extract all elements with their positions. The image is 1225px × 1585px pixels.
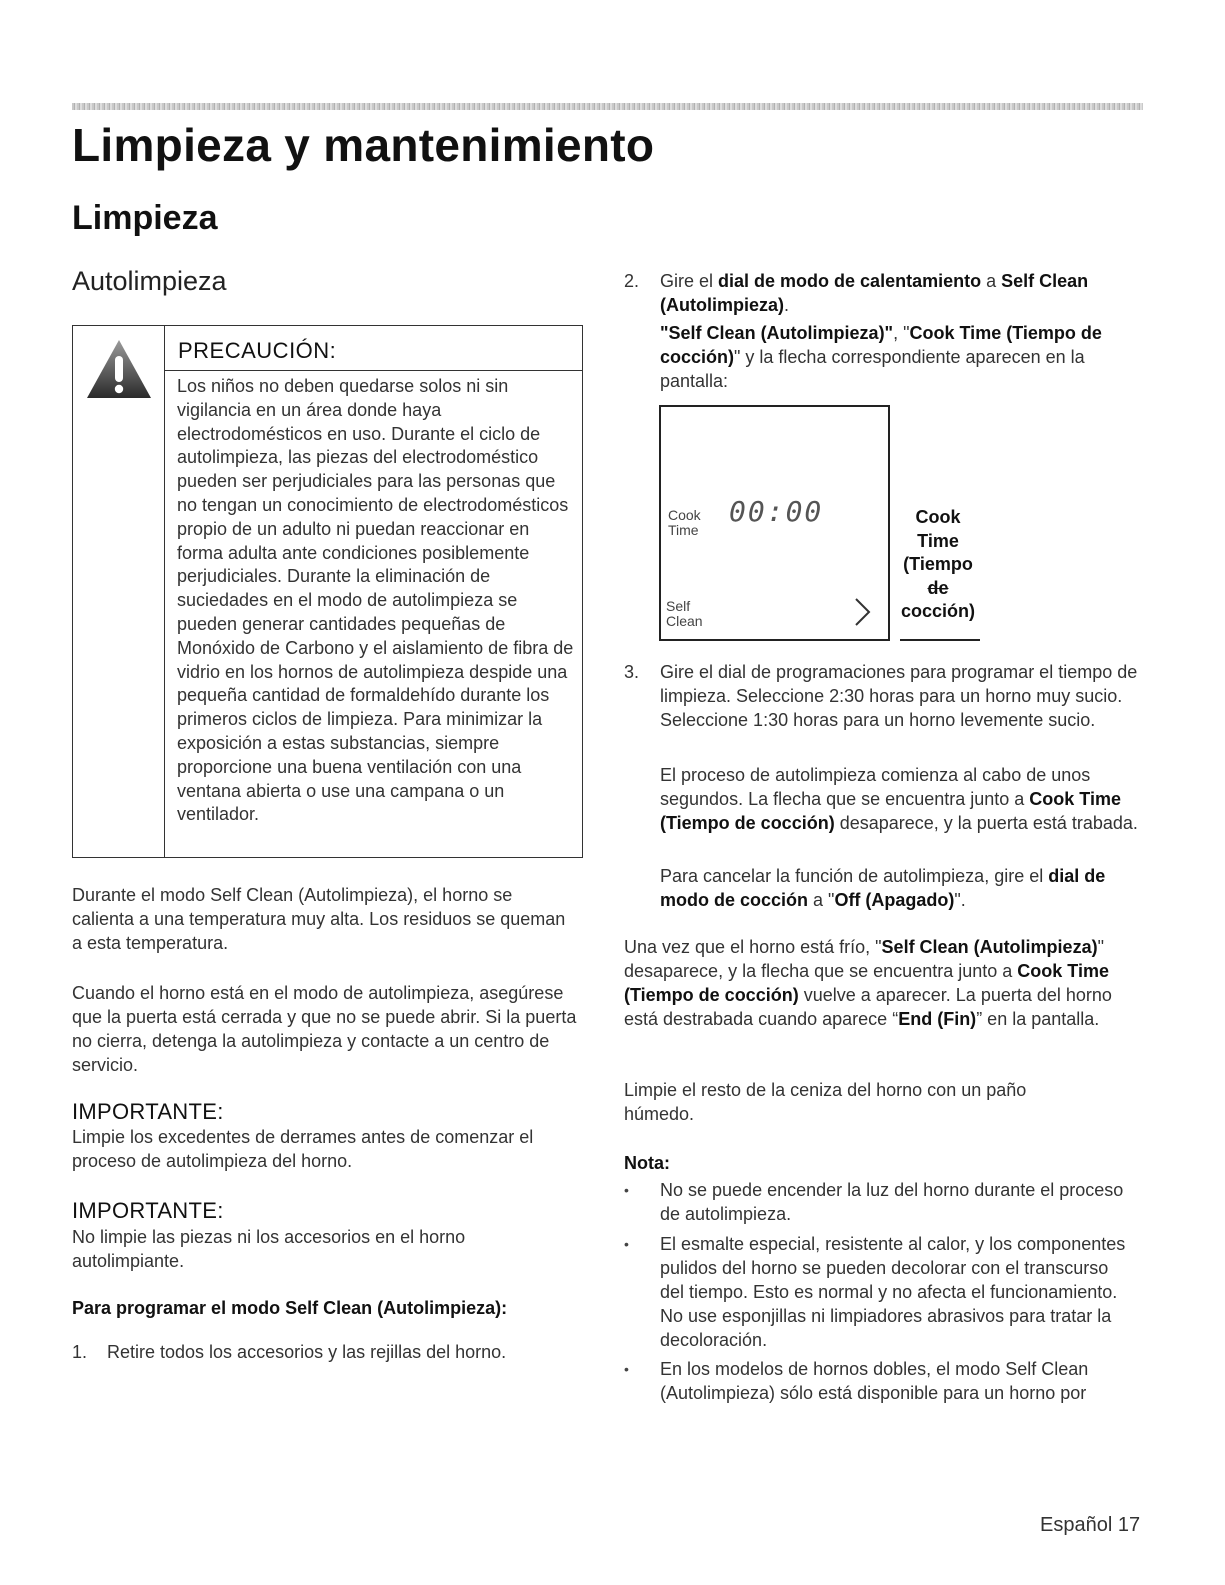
step-3-process-note: El proceso de autolimpieza comienza al cabo de unos segundos. La flecha que se encuentra junto a Cook Time (Tiempo de cocción) desaparece, y la puerta está trabada. bbox=[660, 765, 1138, 833]
step-3-number: 3. bbox=[624, 662, 640, 682]
note-title: Nota: bbox=[624, 1153, 670, 1173]
step-1-number: 1. bbox=[72, 1342, 88, 1362]
step-2-text: Gire el dial de modo de calentamiento a Self Clean (Autolimpieza). bbox=[660, 271, 1089, 315]
note-item-2: El esmalte especial, resistente al calor, y los componentes pulidos del horno se pueden decolorar con el transcurso del tiempo. Esto es normal y no afecta el funcionamiento. No use esponjillas ni limpiadores abrasivos para tratar la decoloración. bbox=[660, 1234, 1126, 1350]
subsection-title: Limpieza bbox=[72, 199, 218, 237]
warning-triangle-icon bbox=[85, 338, 153, 400]
display-digits: 00:00 bbox=[729, 495, 824, 528]
chevron-right-icon bbox=[853, 597, 873, 627]
step-3-text: Gire el dial de programaciones para programar el tiempo de limpieza. Seleccione 2:30 horas para un horno muy sucio. Seleccione 1:30 horas para un horno levemente sucio. bbox=[660, 662, 1138, 730]
important-text-1: Limpie los excedentes de derrames antes de comenzar el proceso de autolimpieza del horno. bbox=[72, 1127, 534, 1171]
step-2-display-note: "Self Clean (Autolimpieza)", "Cook Time (Tiempo de cocción)" y la flecha correspondiente aparecen en la pantalla: bbox=[660, 323, 1102, 391]
callout-underline bbox=[900, 639, 980, 641]
oven-display bbox=[659, 405, 890, 641]
display-self-clean-label: Self Clean bbox=[666, 598, 703, 629]
step-2-number: 2. bbox=[624, 271, 640, 291]
bullet-1: • bbox=[624, 1182, 629, 1198]
caution-text: Los niños no deben quedarse solos ni sin vigilancia en un área donde haya electrodomésticos en uso. Durante el ciclo de autolimpieza, las piezas del electrodoméstico pueden ser perjudiciales para las personas que no tengan un conocimiento de electrodomésticos propio de un adulto ni puedan reaccionar en forma adulta ante condiciones posiblemente perjudiciales. Durante la eliminación de suciedades en el modo de autolimpieza se pueden generar cantidades pequeñas de Monóxido de Carbono y el aislamiento de fibra de vidrio en los hornos de autolimpieza despide una pequeña cantidad de formaldehído durante los primeros ciclos de limpieza. Para minimizar la exposición a estas substancias, siempre proporcione una buena ventilación con una ventana abierta o use una campana o un ventilador. bbox=[177, 376, 574, 825]
caution-divider bbox=[165, 370, 582, 371]
paragraph-oven-cool: Una vez que el horno está frío, "Self Clean (Autolimpieza)" desaparece, y la flecha que se encuentra junto a Cook Time (Tiempo de cocción) vuelve a aparecer. La puerta del horno está destrabada cuando aparece “End (Fin)” en la pantalla. bbox=[624, 937, 1112, 1029]
paragraph-self-clean-heat: Durante el modo Self Clean (Autolimpieza), el horno se calienta a una temperatura muy alta. Los residuos se queman a esta temperatura. bbox=[72, 885, 566, 953]
caution-icon-column bbox=[73, 326, 165, 857]
header-rule bbox=[72, 103, 1143, 110]
section-title: Limpieza y mantenimiento bbox=[72, 119, 655, 171]
important-text-2: No limpie las piezas ni los accesorios en el horno autolimpiante. bbox=[72, 1227, 466, 1271]
cook-time-callout: Cook Time (Tiempo de cocción) bbox=[900, 507, 975, 621]
caution-title: PRECAUCIÓN: bbox=[178, 338, 337, 363]
note-item-1: No se puede encender la luz del horno durante el proceso de autolimpieza. bbox=[660, 1180, 1124, 1224]
bullet-3: • bbox=[624, 1361, 629, 1377]
page-footer: Español 17 bbox=[1040, 1514, 1141, 1536]
important-title-1: IMPORTANTE: bbox=[72, 1099, 224, 1124]
paragraph-ash: Limpie el resto de la ceniza del horno con un paño húmedo. bbox=[624, 1080, 1027, 1124]
important-title-2: IMPORTANTE: bbox=[72, 1198, 224, 1223]
caution-box bbox=[72, 325, 583, 858]
paragraph-door-closed: Cuando el horno está en el modo de autolimpieza, asegúrese que la puerta está cerrada y que no se puede abrir. Si la puerta no cierra, detenga la autolimpieza y contacte a un centro de servicio. bbox=[72, 983, 577, 1075]
note-item-3: En los modelos de hornos dobles, el modo Self Clean (Autolimpieza) sólo está disponible para un horno por bbox=[660, 1359, 1089, 1403]
program-heading: Para programar el modo Self Clean (Autolimpieza): bbox=[72, 1298, 508, 1318]
topic-title: Autolimpieza bbox=[72, 266, 227, 296]
step-3-cancel-note: Para cancelar la función de autolimpieza, gire el dial de modo de cocción a "Off (Apagado)". bbox=[660, 866, 1106, 910]
step-1-text: Retire todos los accesorios y las rejillas del horno. bbox=[107, 1342, 507, 1362]
display-cook-time-label: Cook Time bbox=[668, 507, 701, 538]
bullet-2: • bbox=[624, 1236, 629, 1252]
